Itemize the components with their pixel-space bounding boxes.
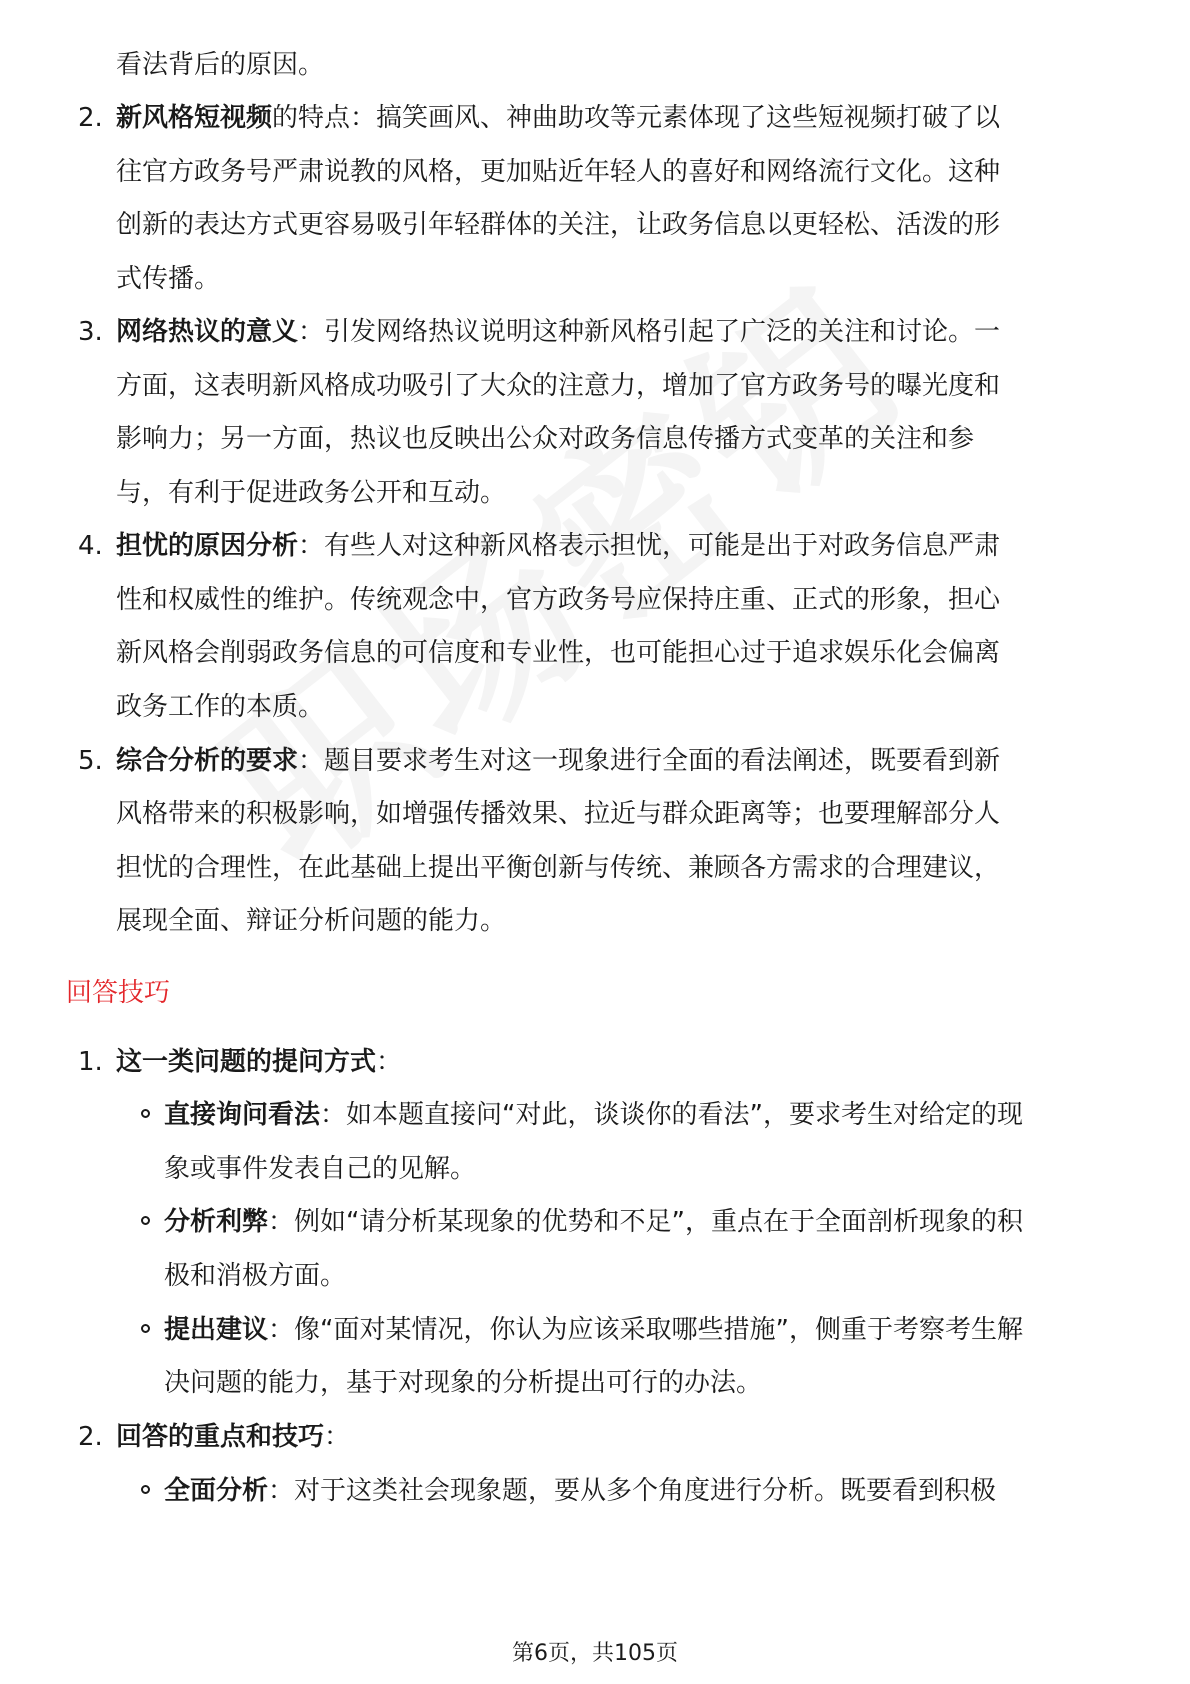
item-title: 这一类问题的提问方式 <box>116 1047 377 1077</box>
item-title-suffix: 的特点 <box>272 103 351 133</box>
colon: ： <box>268 1315 295 1345</box>
item-text: 题目要求考生对这一现象进行全面的看法阐述，既要看到新 <box>324 746 1001 776</box>
bullet-text: 象或事件发表自己的见解。 <box>164 1154 477 1184</box>
section-heading: 回答技巧 <box>66 978 171 1008</box>
colon: ： <box>268 1207 295 1237</box>
bullet-title: 直接询问看法 <box>164 1100 321 1130</box>
bullet-circle-icon <box>141 1485 150 1494</box>
item-text: 往官方政务号严肃说教的风格，更加贴近年轻人的喜好和网络流行文化。这种 <box>116 157 1001 187</box>
list-item-first-line <box>116 316 1000 348</box>
colon: ： <box>298 746 325 776</box>
list-number: 5. <box>78 746 103 776</box>
item-title: 回答的重点和技巧 <box>116 1422 325 1452</box>
page-footer: 第6页，共105页 <box>512 1641 678 1666</box>
colon: ： <box>298 317 325 347</box>
item-text: 式传播。 <box>116 264 221 294</box>
item-text: 政务工作的本质。 <box>116 692 325 722</box>
colon: ： <box>350 103 377 133</box>
list-item-first-line <box>116 102 1000 134</box>
bullet-text: 对于这类社会现象题，要从多个角度进行分析。既要看到积极 <box>294 1476 997 1506</box>
colon: ： <box>376 1047 403 1077</box>
bullet-text: 例如“请分析某现象的优势和不足”，重点在于全面剖析现象的积 <box>294 1207 1023 1237</box>
bullet-text: 决问题的能力，基于对现象的分析提出可行的办法。 <box>164 1368 763 1398</box>
list-number: 4. <box>78 531 103 561</box>
list-item-first-line <box>116 530 1000 562</box>
colon: ： <box>268 1476 295 1506</box>
list-item-first-line <box>116 1421 350 1453</box>
item-text: 担忧的合理性，在此基础上提出平衡创新与传统、兼顾各方需求的合理建议， <box>116 853 1001 883</box>
intro-tail-text: 看法背后的原因。 <box>116 50 325 80</box>
list-number: 2. <box>78 103 103 133</box>
colon: ： <box>298 531 325 561</box>
item-title: 担忧的原因分析 <box>116 531 299 561</box>
item-title: 综合分析的要求 <box>116 746 299 776</box>
item-title: 网络热议的意义 <box>116 317 299 347</box>
bullet-first-line <box>164 1099 1023 1131</box>
item-text: 影响力；另一方面，热议也反映出公众对政务信息传播方式变革的关注和参 <box>116 424 975 454</box>
bullet-first-line <box>164 1475 996 1507</box>
colon: ： <box>324 1422 351 1452</box>
item-text: 搞笑画风、神曲助攻等元素体现了这些短视频打破了以 <box>376 103 1001 133</box>
bullet-circle-icon <box>141 1324 150 1333</box>
bullet-title: 分析利弊 <box>164 1207 269 1237</box>
bullet-title: 提出建议 <box>164 1315 269 1345</box>
item-text: 新风格会削弱政务信息的可信度和专业性，也可能担心过于追求娱乐化会偏离 <box>116 638 1001 668</box>
bullet-circle-icon <box>141 1109 150 1118</box>
item-title: 新风格短视频 <box>116 103 273 133</box>
list-number: 2. <box>78 1422 103 1452</box>
item-text: 引发网络热议说明这种新风格引起了广泛的关注和讨论。一 <box>324 317 1001 347</box>
list-item-first-line <box>116 1046 402 1078</box>
colon: ： <box>320 1100 347 1130</box>
bullet-first-line <box>164 1206 1023 1238</box>
bullet-circle-icon <box>141 1216 150 1225</box>
bullet-title: 全面分析 <box>164 1476 269 1506</box>
bullet-text: 如本题直接问“对此，谈谈你的看法”，要求考生对给定的现 <box>346 1100 1023 1130</box>
item-text: 创新的表达方式更容易吸引年轻群体的关注，让政务信息以更轻松、活泼的形 <box>116 210 1001 240</box>
item-text: 展现全面、辩证分析问题的能力。 <box>116 906 507 936</box>
list-item-first-line <box>116 745 1000 777</box>
item-text: 性和权威性的维护。传统观念中，官方政务号应保持庄重、正式的形象，担心 <box>116 585 1001 615</box>
item-text: 风格带来的积极影响，如增强传播效果、拉近与群众距离等；也要理解部分人 <box>116 799 1001 829</box>
list-number: 3. <box>78 317 103 347</box>
bullet-first-line <box>164 1314 1023 1346</box>
item-text: 有些人对这种新风格表示担忧，可能是出于对政务信息严肃 <box>324 531 1001 561</box>
list-number: 1. <box>78 1047 103 1077</box>
item-text: 方面，这表明新风格成功吸引了大众的注意力，增加了官方政务号的曝光度和 <box>116 371 1001 401</box>
item-text: 与，有利于促进政务公开和互动。 <box>116 478 507 508</box>
bullet-text: 极和消极方面。 <box>164 1261 347 1291</box>
bullet-text: 像“面对某情况，你认为应该采取哪些措施”，侧重于考察考生解 <box>294 1315 1023 1345</box>
